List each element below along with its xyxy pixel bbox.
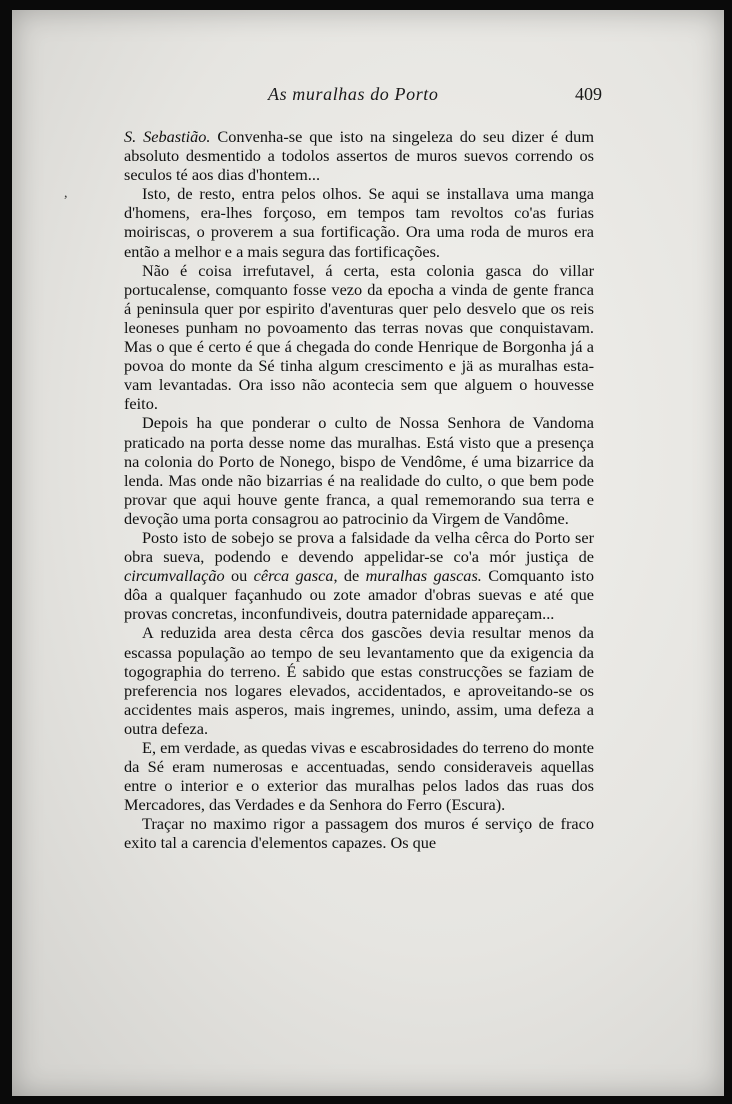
margin-mark: , <box>64 186 68 201</box>
running-title: As muralhas do Porto <box>268 84 439 104</box>
running-head <box>262 80 602 110</box>
paragraph-text: Comquanto isto dôa a qualquer façanhudo ou zote amador d'obras suevas e até que provas concretas, inconfundiveis, doutra paternidade appareçam... <box>124 566 595 624</box>
paragraph-text: Convenha-se que isto na singeleza do seu dizer é dum absoluto desmentido a todolos assertos de muros suevos correndo os seculos té aos dias d'hontem... <box>124 127 594 185</box>
paragraph <box>124 127 594 184</box>
book-page <box>12 10 724 1096</box>
page-number: 409 <box>575 84 602 104</box>
paragraph-text: ou <box>224 566 254 586</box>
paragraph: A reduzida area desta cêrca dos gascões devia resultar menos da escassa população ao tempo de seu levantamento que da exigencia da togographia do terreno. É sabido que estas construcções se faziam de preferencia nos logares elevados, accidentados, e aproveitando-se os accidentes mais asperos, mais ingremes, unindo, assim, uma defeza a outra defeza. <box>124 623 594 738</box>
paragraph-text: , de <box>333 566 366 586</box>
italic-phrase: muralhas gascas. <box>365 566 482 586</box>
italic-phrase: circumvallação <box>124 566 225 586</box>
paragraph: Isto, de resto, entra pelos olhos. Se aqui se installava uma manga d'homens, era-lhes forçoso, em tempos tam revoltos co'as furias moiriscas, o proverem a sua fortificação. Ora uma roda de muros era então a melhor e a mais segura das fortificações. <box>124 184 594 261</box>
body-text <box>124 127 594 853</box>
paragraph-text: Posto isto de sobejo se prova a falsidade da velha cêrca do Porto ser obra sueva, podendo e devendo appelidar-se co'a mór justiça de <box>124 527 594 567</box>
paragraph: Depois ha que ponderar o culto de Nossa Senhora de Vandoma praticado na porta desse nome das muralhas. Está visto que a presença na colonia do Porto de Nonego, bispo de Vendôme, é uma bizarrice da lenda. Mas onde não bizarrias é na realidade do culto, o que bem pode provar que aqui houve gente franca, a qual rememorando sua terra e devoção uma porta consagrou ao patrocinio da Virgem de Vandôme. <box>124 413 594 528</box>
italic-phrase: cêrca gasca <box>253 566 334 586</box>
paragraph <box>124 528 594 623</box>
italic-phrase: S. Sebastião. <box>124 127 211 146</box>
paragraph: Traçar no maximo rigor a passagem dos muros é serviço de fraco exito tal a carencia d'elementos capazes. Os que <box>124 814 594 853</box>
paragraph: Não é coisa irrefutavel, á certa, esta colonia gasca do villar portucalense, comquanto fosse vezo da epocha a vinda de gente franca á peninsula quer por espirito d'aventuras quer pelo desvelo que os reis leoneses punham no povoamento das terras novas que conquistavam. Mas o que é certo é que á chegada do conde Henrique de Borgonha já a povoa do monte da Sé tinha algum crescimento e jä as muralhas estavam levantadas. Ora isso não acontecia sem que alguem o houvesse feito. <box>124 260 594 414</box>
paragraph: E, em verdade, as quedas vivas e escabrosidades do terreno do monte da Sé eram numerosas e accentuadas, sendo consideraveis aquellas entre o interior e o exterior das muralhas pelos lados das ruas dos Mercadores, das Verdades e da Senhora do Ferro (Escura). <box>124 738 594 815</box>
